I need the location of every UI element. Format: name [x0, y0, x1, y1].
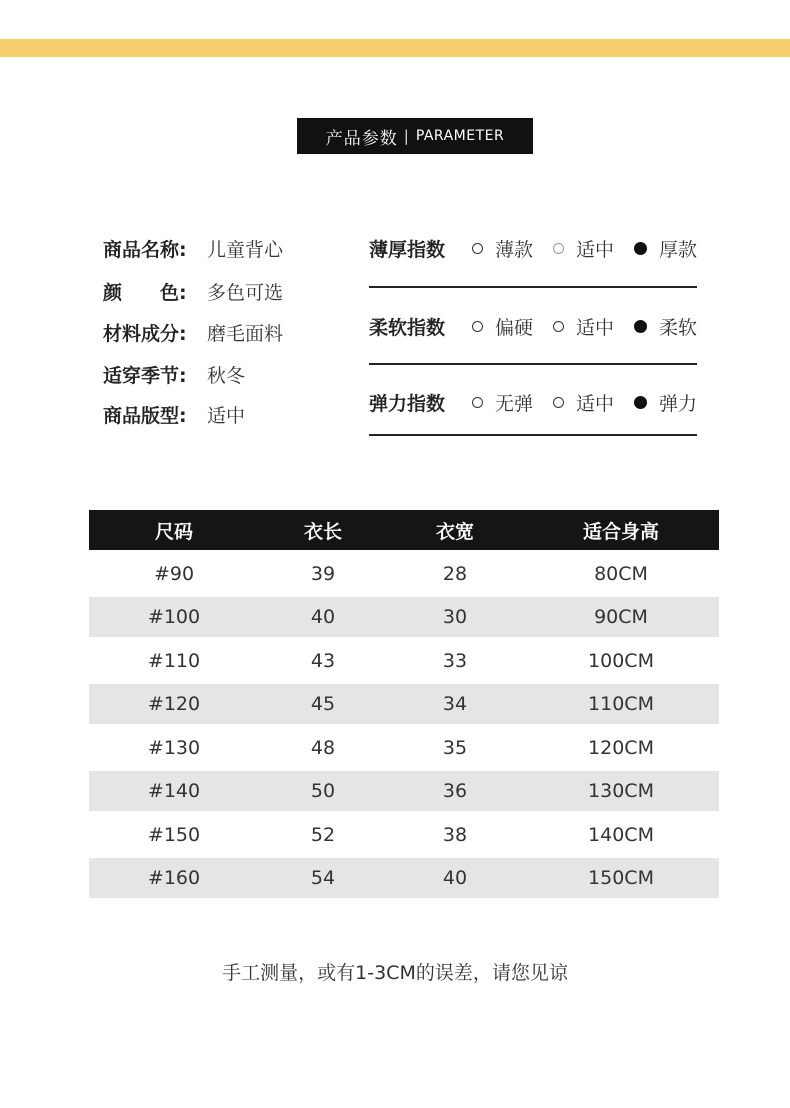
index-option: [472, 313, 533, 340]
param-label: 商品名称:: [103, 238, 187, 261]
cell-size: #110: [147, 649, 201, 672]
index-label: 柔软指数: [369, 316, 446, 339]
radio-filled-icon: [634, 396, 647, 409]
option-label: 柔软: [658, 316, 697, 339]
title-en: PARAMETER: [415, 128, 505, 144]
index-option: [634, 389, 697, 416]
param-value: 适中: [207, 404, 246, 427]
cell-width: 36: [442, 780, 468, 802]
param-label: 颜 色:: [103, 281, 187, 304]
cell-size: #160: [147, 867, 201, 889]
cell-size: #150: [147, 823, 201, 846]
param-label: 适穿季节:: [103, 364, 187, 387]
title-cn: 产品参数: [325, 128, 398, 149]
cell-height: 150CM: [588, 867, 654, 889]
cell-width: 28: [442, 562, 468, 585]
cell-size: #100: [147, 606, 201, 628]
option-label: 适中: [575, 238, 614, 261]
cell-height: 140CM: [588, 823, 654, 846]
cell-width: 33: [442, 649, 468, 672]
option-label: 无弹: [494, 392, 533, 415]
cell-width: 40: [442, 867, 468, 889]
cell-length: 48: [310, 736, 336, 759]
radio-empty-icon: [553, 243, 564, 254]
param-row-name: [103, 228, 283, 268]
radio-empty-icon: [553, 321, 564, 332]
cell-length: 50: [310, 780, 336, 802]
param-row-color: [103, 271, 283, 311]
cell-length: 43: [310, 649, 336, 672]
radio-empty-icon: [472, 321, 483, 332]
radio-filled-icon: [634, 320, 647, 333]
index-divider: [369, 363, 697, 365]
radio-empty-icon: [472, 243, 483, 254]
table-row: [89, 684, 719, 724]
header-width: 衣宽: [435, 520, 474, 543]
table-row: [89, 811, 719, 858]
option-label: 偏硬: [494, 316, 533, 339]
cell-size: #130: [147, 736, 201, 759]
cell-height: 80CM: [594, 562, 648, 585]
option-label: 厚款: [658, 238, 697, 261]
measurement-note: 手工测量，或有1-3CM的误差，请您见谅: [222, 962, 568, 984]
radio-filled-icon: [634, 242, 647, 255]
cell-length: 52: [310, 823, 336, 846]
param-label: 商品版型:: [103, 404, 187, 427]
cell-size: #90: [153, 562, 195, 585]
cell-length: 40: [310, 606, 336, 628]
option-label: 弹力: [658, 392, 697, 415]
table-row: [89, 637, 719, 684]
option-label: 适中: [575, 392, 614, 415]
cell-length: 54: [310, 867, 336, 889]
cell-width: 34: [442, 693, 468, 715]
param-value: 秋冬: [207, 364, 246, 387]
table-row: [89, 724, 719, 771]
param-value: 儿童背心: [207, 238, 284, 261]
softness-index: [369, 302, 697, 350]
option-label: 薄款: [494, 238, 533, 261]
header-length: 衣长: [303, 520, 342, 543]
cell-width: 38: [442, 823, 468, 846]
cell-size: #140: [147, 780, 201, 802]
cell-height: 90CM: [594, 606, 648, 628]
table-header: [89, 510, 719, 550]
index-divider: [369, 434, 697, 436]
radio-empty-icon: [472, 397, 483, 408]
cell-width: 35: [442, 736, 468, 759]
param-value: 多色可选: [207, 281, 284, 304]
header-height: 适合身高: [582, 520, 659, 543]
param-row-season: [103, 354, 245, 394]
index-label: 薄厚指数: [369, 238, 446, 261]
cell-width: 30: [442, 606, 468, 628]
table-row: [89, 858, 719, 898]
cell-height: 110CM: [588, 693, 654, 715]
thickness-index: [369, 224, 697, 272]
index-label: 弹力指数: [369, 392, 446, 415]
option-label: 适中: [575, 316, 614, 339]
param-label: 材料成分:: [103, 322, 187, 345]
cell-length: 45: [310, 693, 336, 715]
radio-empty-icon: [553, 397, 564, 408]
page-title: [297, 118, 533, 154]
index-option: [553, 235, 614, 262]
top-accent-bar: [0, 39, 790, 57]
elasticity-index: [369, 378, 697, 426]
header-size: 尺码: [154, 520, 193, 543]
cell-height: 100CM: [588, 649, 654, 672]
cell-height: 120CM: [588, 736, 654, 759]
index-option: [472, 235, 533, 262]
cell-size: #120: [147, 693, 201, 715]
title-separator: |: [403, 127, 410, 145]
index-option: [634, 313, 697, 340]
cell-height: 130CM: [588, 780, 654, 802]
table-row: [89, 597, 719, 637]
param-row-material: [103, 312, 283, 352]
index-option: [634, 235, 697, 262]
param-row-fit: [103, 394, 245, 434]
cell-length: 39: [310, 562, 336, 585]
param-value: 磨毛面料: [207, 322, 284, 345]
size-table: [89, 510, 719, 898]
index-option: [553, 389, 614, 416]
table-row: [89, 550, 719, 597]
index-option: [472, 389, 533, 416]
index-divider: [369, 286, 697, 288]
index-option: [553, 313, 614, 340]
table-row: [89, 771, 719, 811]
